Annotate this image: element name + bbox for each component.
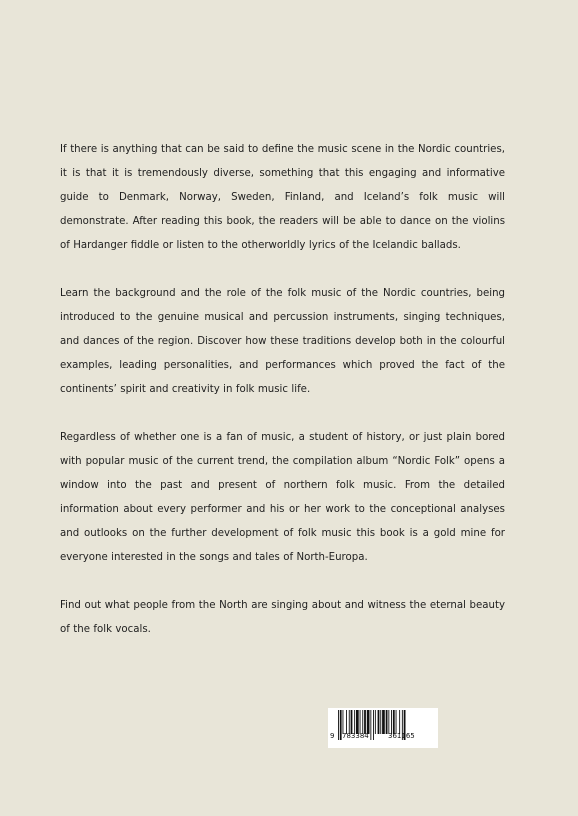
barcode-bar — [360, 710, 361, 734]
barcode-bar — [382, 710, 385, 734]
barcode-bar — [354, 710, 355, 734]
barcode-bar — [396, 710, 397, 734]
barcode-bar — [349, 710, 350, 734]
barcode-bar — [343, 710, 344, 734]
barcode-right-digits: 361165 — [388, 732, 415, 740]
barcode-bar — [346, 710, 347, 734]
barcode-bar — [351, 710, 353, 734]
blurb-paragraph-2: Learn the background and the role of the folk music of the Nordic countries, being introduced to the genuine musical and percussion instruments, singing techniques, and dances of the region. Discover how these traditions develop both in the colourful examples, leading personalities, and performances which proved the fact of the continents’ spirit and creativity in folk music life. — [60, 288, 505, 395]
barcode-bar — [386, 710, 388, 734]
barcode-graphic — [328, 708, 438, 748]
barcode-bar — [378, 710, 380, 734]
barcode-bar — [362, 710, 363, 734]
barcode-bar — [370, 710, 371, 740]
isbn-barcode — [328, 708, 438, 748]
barcode-bar — [373, 710, 374, 740]
barcode-bar — [367, 710, 370, 734]
barcode-bar — [393, 710, 395, 734]
barcode-bar — [356, 710, 359, 734]
barcode-prefix-digit: 9 — [330, 732, 335, 740]
back-cover-blurb — [60, 138, 505, 666]
blurb-paragraph-3: Regardless of whether one is a fan of music, a student of history, or just plain bored with popular music of the current trend, the compilation album “Nordic Folk” opens a window into the past and present of northern folk music. From the detailed information about every performer and his or her work to the conceptional analyses and outlooks on the further development of folk music this book is a gold mine for everyone interested in the songs and tales of North-Europa. — [60, 432, 505, 563]
blurb-paragraph-1: If there is anything that can be said to define the music scene in the Nordic countries, it is that it is tremendously diverse, something that this engaging and informative guide to Denmark, Norway, Sweden, Finland, and Iceland’s folk music will demonstrate. After reading this book, the readers will be able to dance on the violins of Hardanger fiddle or listen to the otherworldly lyrics of the Icelandic ballads. — [60, 144, 505, 251]
barcode-bar — [391, 710, 392, 734]
barcode-bar — [364, 710, 366, 734]
barcode-bar — [338, 710, 339, 740]
barcode-bar — [375, 710, 376, 734]
barcode-bar — [399, 710, 400, 734]
blurb-paragraph-4: Find out what people from the North are singing about and witness the eternal beauty of the folk vocals. — [60, 600, 505, 635]
barcode-bar — [380, 710, 381, 734]
barcode-bar — [388, 710, 389, 734]
barcode-left-digits: 783384 — [342, 732, 369, 740]
